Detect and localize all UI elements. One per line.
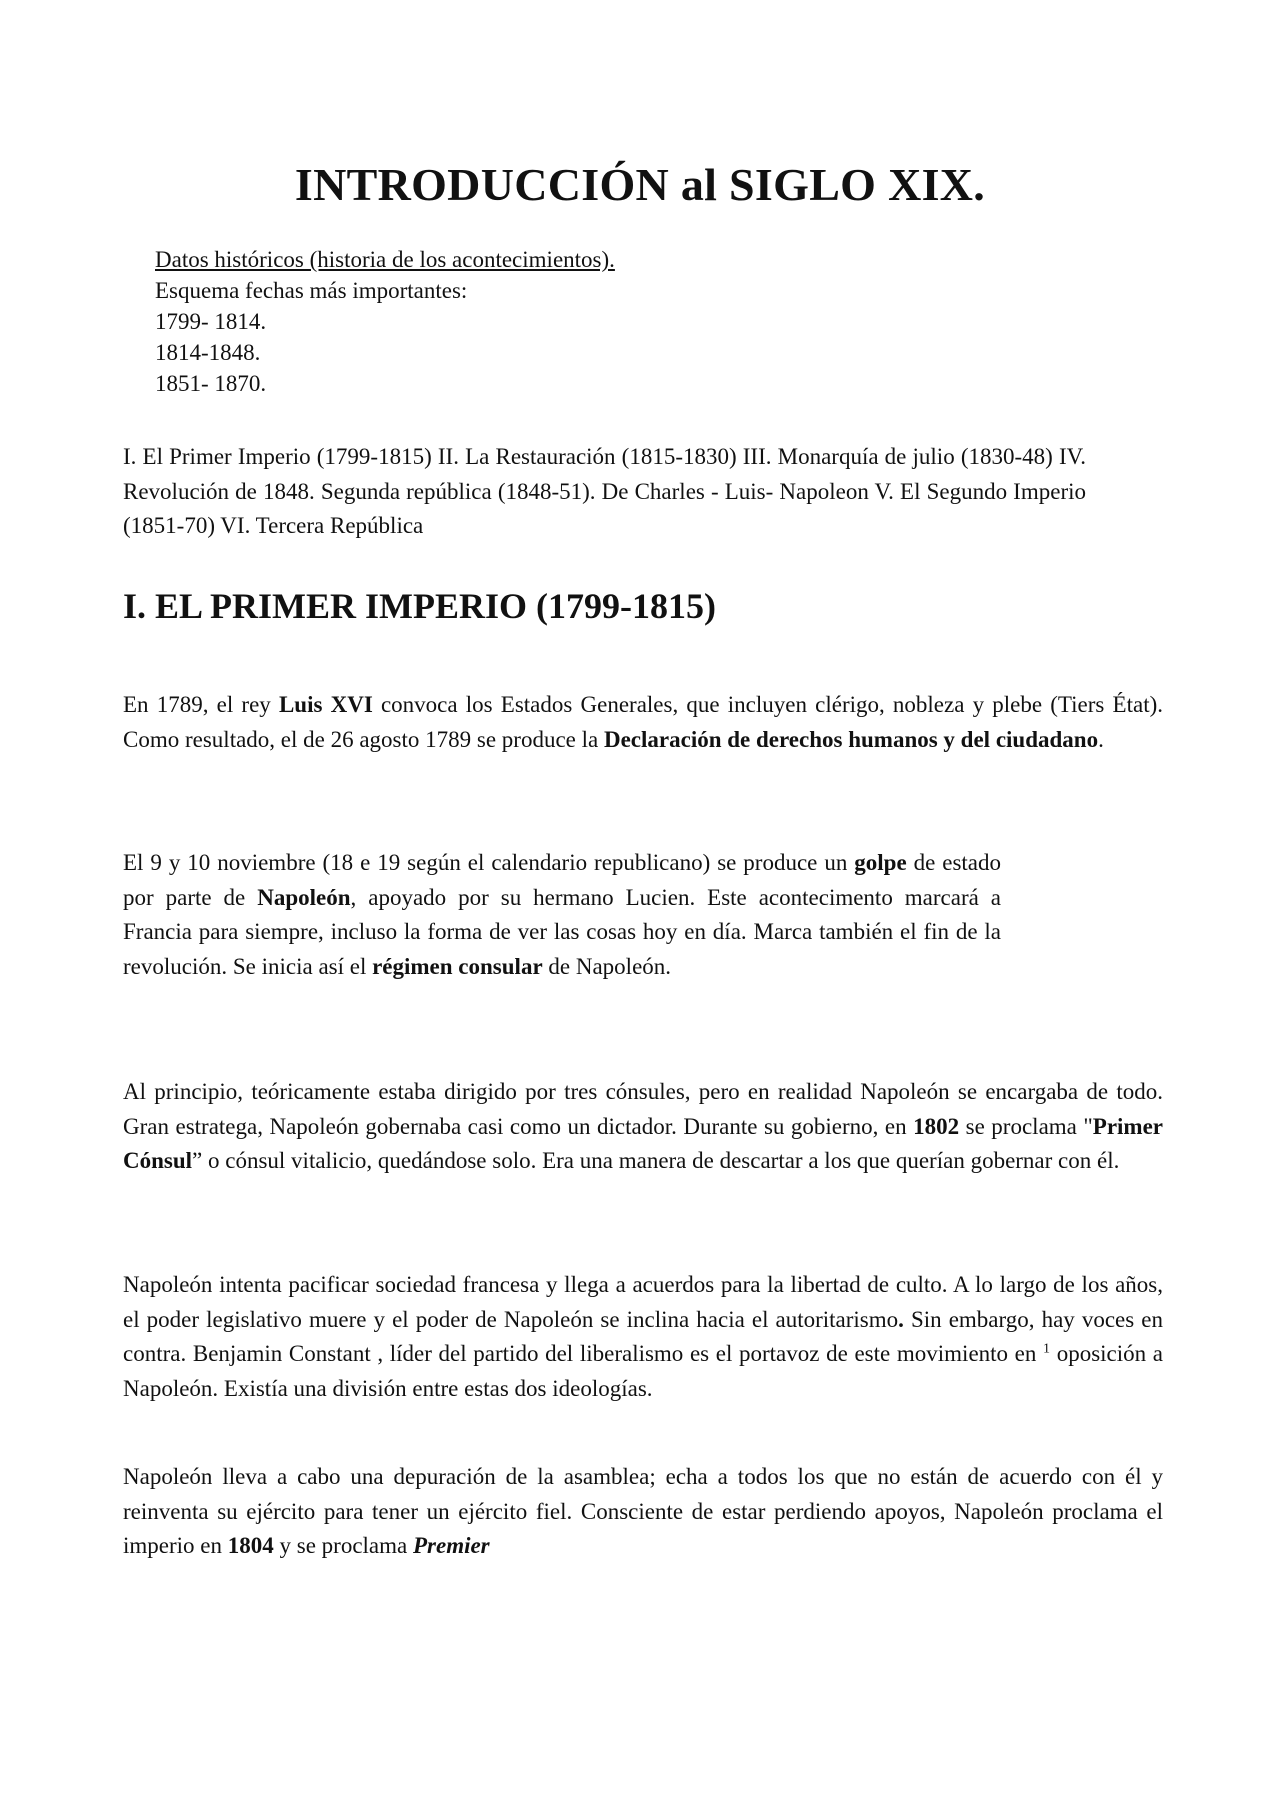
p4-bold-period: . <box>898 1306 904 1332</box>
p3-bold-primer-consul: Primer Cónsul <box>123 1113 1163 1173</box>
p3-text: Al principio, teóricamente estaba dirigido por tres cónsules, pero en realidad Napoleón se encargaba de todo. Gran estratega, Napoleón gobernaba casi como un dictador. Durante su gobierno, en <box>123 1079 1163 1139</box>
p4-text: Sin embargo, hay voces en contra. Benjamin Constant , líder del partido del liberalismo es el portavoz de este movimiento en <box>123 1306 1163 1366</box>
p5-bold-1804: 1804 <box>227 1533 274 1558</box>
p2-text: , apoyado por su hermano Lucien. Este acontecimento marcará a Francia para siempre, incluso la forma de ver las cosas hoy en día. Marca también el fin de la revolución. Se inicia así el <box>123 884 1001 979</box>
page-title: INTRODUCCIÓN al SIGLO XIX. <box>294 159 986 210</box>
outline-date: 1851- 1870. <box>155 371 267 396</box>
p1-bold-declaracion: Declaración de derechos humanos y del ciudadano <box>603 726 1099 752</box>
paragraph-consulado <box>123 1075 1163 1179</box>
p3-bold-1802: 1802 <box>913 1113 960 1139</box>
p2-text: de estado por parte de <box>123 850 1002 910</box>
p2-bold-napoleon: Napoleón <box>257 884 351 910</box>
paragraph-autoritarismo <box>123 1268 1163 1406</box>
p2-bold-regimen-consular: régimen consular <box>372 953 543 979</box>
paragraph-estados-generales <box>123 688 1163 757</box>
p1-bold-luis-xvi: Luis XVI <box>278 692 373 717</box>
p5-bold-premier: Premier <box>412 1533 490 1558</box>
outline-subtitle: Datos históricos (historia de los acontecimientos). <box>155 247 615 272</box>
outline-date: 1814-1848. <box>155 340 261 365</box>
p1-text: convoca los Estados Generales, que incluyen clérigo, nobleza y plebe (Tiers État). Como resultado, el de 26 agosto 1789 se produce la <box>123 692 1163 752</box>
index-line: (1830-48) IV. Revolución de 1848. Segunda república (1848-51). De Charles - Luis- <box>123 444 1087 504</box>
p2-text: El 9 y 10 noviembre (18 e 19 según el calendario republicano) se produce un <box>123 850 855 875</box>
index-line: I. El Primer Imperio (1799-1815) II. La Restauración (1815-1830) III. Monarquía de julio <box>123 444 955 469</box>
outline-scheme-label: Esquema fechas más importantes: <box>155 278 468 303</box>
paragraph-imperio <box>123 1460 1163 1564</box>
p3-text: ” o cónsul vitalicio, quedándose solo. Era una manera de descartar a los que querían gobernar con él. <box>192 1148 1120 1173</box>
p2-text: de Napoleón. <box>542 953 672 979</box>
index-line: Napoleon V. El Segundo Imperio (1851-70) VI. Tercera República <box>123 478 1086 538</box>
p4-text: oposición a Napoleón. Existía una división entre estas dos ideologías. <box>123 1341 1163 1401</box>
section-heading: I. EL PRIMER IMPERIO (1799-1815) <box>123 586 716 626</box>
p3-text: se proclama " <box>959 1113 1093 1139</box>
p5-text: y se proclama <box>273 1533 413 1558</box>
p1-text: En 1789, el rey <box>123 692 279 717</box>
p4-text: Napoleón intenta pacificar sociedad francesa y llega a acuerdos para la libertad de culto. A lo largo de los años, el poder legislativo muere y el poder de Napoleón se inclina hacia el autoritarismo <box>123 1272 1163 1332</box>
p1-text: . <box>1098 726 1104 752</box>
outline-date: 1799- 1814. <box>155 309 267 334</box>
p2-bold-golpe: golpe <box>854 850 907 875</box>
footnote-marker[interactable]: 1 <box>1043 1341 1051 1357</box>
paragraph-golpe-de-estado <box>123 846 1001 984</box>
periods-index-paragraph <box>123 440 1086 544</box>
p5-text: Napoleón lleva a cabo una depuración de la asamblea; echa a todos los que no están de acuerdo con él y reinventa su ejército para tener un ejército fiel. Consciente de estar perdiendo apoyos, Napoleón proclama el imperio en <box>123 1464 1163 1558</box>
dates-outline <box>155 244 615 399</box>
